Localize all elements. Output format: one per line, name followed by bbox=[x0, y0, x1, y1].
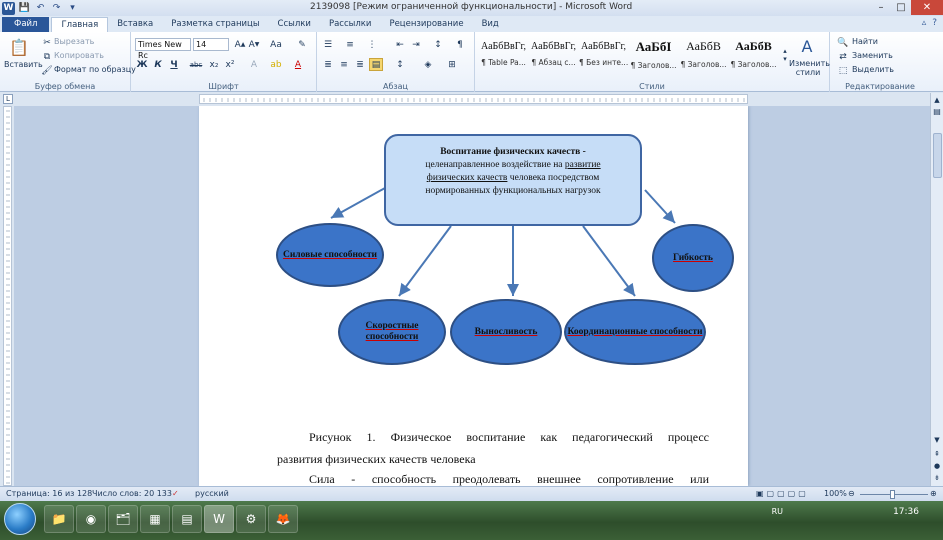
vertical-ruler-ticks bbox=[4, 107, 13, 487]
start-button-icon[interactable] bbox=[4, 503, 36, 535]
title-bar bbox=[0, 0, 943, 16]
numbering-icon[interactable]: ≡ bbox=[346, 39, 354, 50]
view-buttons-icon[interactable]: ▣▢▢▢▢ bbox=[756, 489, 809, 498]
main-concept-link2[interactable]: физических качеств bbox=[426, 173, 508, 183]
tab-insert[interactable]: Вставка bbox=[117, 19, 154, 29]
style-no-spacing[interactable] bbox=[579, 36, 628, 74]
zoom-level[interactable]: 100% bbox=[824, 489, 847, 498]
increase-indent-icon[interactable]: ⇥ bbox=[412, 39, 420, 50]
styles-group bbox=[475, 32, 830, 92]
document-page[interactable] bbox=[199, 106, 748, 486]
style-table-paragraph[interactable] bbox=[479, 36, 528, 74]
format-painter-button[interactable]: Формат по образцу bbox=[54, 65, 136, 74]
scroll-up-icon[interactable]: ▲ bbox=[934, 95, 940, 104]
style-sample: АаБбВвГг, bbox=[580, 41, 626, 52]
document-area bbox=[14, 106, 930, 486]
quick-access-toolbar bbox=[0, 0, 79, 16]
replace-icon[interactable]: ⇄ bbox=[839, 51, 847, 62]
taskbar-app2-icon[interactable]: ▤ bbox=[172, 505, 202, 533]
style-sample: АаБбI bbox=[635, 39, 672, 54]
figure-caption-line2: развития физических качеств человека bbox=[277, 452, 476, 466]
align-right-icon[interactable]: ≣ bbox=[356, 59, 364, 70]
word-count[interactable]: Число слов: 20 133 bbox=[92, 489, 172, 498]
styles-group-label: Стили bbox=[639, 82, 665, 91]
taskbar-explorer-icon[interactable]: 📁 bbox=[44, 505, 74, 533]
ruler-strip[interactable] bbox=[199, 94, 748, 104]
change-case-icon[interactable]: Aa bbox=[270, 39, 282, 50]
borders-icon[interactable]: ⊞ bbox=[448, 59, 456, 70]
arrow-to-strength bbox=[331, 188, 385, 218]
main-concept-box[interactable] bbox=[384, 134, 642, 226]
node-flexibility-label: Гибкость bbox=[673, 252, 713, 263]
window-title: 2139098 [Режим ограниченной функциональности] - Microsoft Word bbox=[310, 2, 633, 12]
windows-taskbar bbox=[0, 501, 943, 540]
select-button[interactable]: Выделить bbox=[852, 65, 894, 74]
ribbon-tabs bbox=[0, 16, 943, 32]
replace-button[interactable]: Заменить bbox=[852, 51, 893, 60]
close-button[interactable]: ✕ bbox=[911, 0, 943, 15]
ribbon-right-controls bbox=[922, 18, 937, 28]
font-group-label: Шрифт bbox=[208, 82, 239, 91]
change-styles-icon[interactable]: A bbox=[801, 36, 813, 56]
align-left-icon[interactable]: ≣ bbox=[324, 59, 332, 70]
style-heading-1[interactable] bbox=[629, 36, 678, 74]
text-effects-icon[interactable]: A bbox=[250, 59, 258, 70]
main-concept-dash: - bbox=[580, 147, 586, 157]
editing-group bbox=[830, 32, 930, 92]
undo-icon[interactable]: ↶ bbox=[36, 3, 45, 13]
shrink-font-icon[interactable]: A ▼ bbox=[248, 39, 260, 50]
tab-mailings[interactable]: Рассылки bbox=[328, 19, 372, 29]
style-sample: АаБбВвГг, bbox=[480, 41, 526, 52]
node-strength[interactable] bbox=[276, 223, 384, 287]
proofing-icon[interactable]: ✓ bbox=[172, 489, 179, 498]
taskbar-browser-icon[interactable]: ◉ bbox=[76, 505, 106, 533]
grow-font-icon[interactable]: A ▲ bbox=[234, 39, 246, 50]
system-tray bbox=[763, 501, 943, 540]
paste-button[interactable]: Вставить bbox=[4, 60, 43, 69]
body-paragraph-start: Сила - способность преодолевать внешнее сопротивление или bbox=[309, 472, 709, 486]
customize-qat-icon[interactable]: ▾ bbox=[70, 3, 75, 13]
change-styles-button[interactable]: Изменить стили bbox=[789, 59, 830, 77]
tab-file[interactable]: Файл bbox=[2, 17, 49, 32]
main-concept-line1: целенаправленное воздействие на bbox=[425, 160, 563, 170]
window-controls bbox=[871, 0, 943, 15]
font-group bbox=[131, 32, 317, 92]
main-concept-title: Воспитание физических качеств bbox=[440, 147, 581, 157]
bold-button[interactable]: Ж bbox=[136, 59, 148, 70]
font-size-field[interactable]: 14 bbox=[193, 38, 229, 51]
ruler-ticks bbox=[200, 95, 749, 105]
taskbar-app-icon[interactable]: ▦ bbox=[140, 505, 170, 533]
find-button[interactable]: Найти bbox=[852, 37, 878, 46]
clipboard-group-label: Буфер обмена bbox=[34, 82, 96, 91]
justify-icon[interactable]: ▤ bbox=[369, 58, 383, 71]
align-center-icon[interactable]: ≡ bbox=[340, 59, 348, 70]
node-coordination[interactable] bbox=[564, 299, 706, 365]
main-concept-line2: человека посредством bbox=[509, 173, 600, 183]
style-list-paragraph[interactable] bbox=[529, 36, 578, 74]
vertical-ruler bbox=[0, 106, 14, 486]
copy-icon[interactable]: ⧉ bbox=[43, 51, 51, 62]
node-coordination-label: Координационные способности bbox=[567, 326, 703, 337]
style-heading-2[interactable] bbox=[679, 36, 728, 74]
bullets-icon[interactable]: ☰ bbox=[323, 39, 333, 50]
previous-page-icon[interactable]: ⇞ bbox=[934, 449, 940, 458]
input-language[interactable]: RU bbox=[771, 507, 783, 516]
vertical-scrollbar[interactable] bbox=[930, 93, 943, 486]
tab-page-layout[interactable]: Разметка страницы bbox=[171, 19, 260, 29]
italic-button[interactable]: К bbox=[154, 59, 162, 70]
line-spacing-icon[interactable]: ↕ bbox=[396, 59, 404, 70]
next-page-icon[interactable]: ⇟ bbox=[934, 473, 940, 482]
select-icon[interactable]: ⬚ bbox=[838, 65, 848, 76]
node-strength-label: Силовые способности bbox=[282, 249, 378, 260]
show-marks-icon[interactable]: ¶ bbox=[457, 39, 463, 50]
clear-formatting-icon[interactable]: ✎ bbox=[298, 39, 306, 50]
clock[interactable]: 17:36 bbox=[893, 507, 919, 517]
style-name: ¶ Table Pa... bbox=[481, 58, 526, 67]
superscript-button[interactable]: x² bbox=[225, 59, 235, 70]
arrow-to-coordination bbox=[583, 226, 635, 296]
main-concept-link1[interactable]: развитие bbox=[564, 160, 601, 170]
style-name: ¶ Заголов... bbox=[730, 60, 777, 69]
vertical-ruler-strip[interactable] bbox=[3, 106, 12, 486]
ribbon bbox=[0, 32, 943, 92]
strikethrough-button[interactable]: abc bbox=[189, 60, 203, 69]
find-icon[interactable]: 🔍 bbox=[837, 37, 849, 48]
style-sample: АаБбВвГг, bbox=[530, 41, 576, 52]
underline-button[interactable]: Ч bbox=[170, 59, 178, 70]
format-painter-icon[interactable]: 🖌 bbox=[41, 65, 53, 76]
scrollbar-thumb[interactable] bbox=[933, 133, 942, 178]
taskbar-word-icon[interactable]: W bbox=[204, 505, 234, 533]
horizontal-ruler bbox=[0, 93, 943, 105]
paragraph-group-label: Абзац bbox=[382, 82, 408, 91]
style-sample: АаБбВ bbox=[735, 39, 772, 53]
ruler-toggle-icon[interactable]: ▤ bbox=[933, 107, 941, 116]
status-bar bbox=[0, 486, 943, 501]
taskbar-folder-icon[interactable]: 🗂 bbox=[108, 505, 138, 533]
zoom-out-icon[interactable]: ⊖ bbox=[848, 489, 855, 498]
cut-button[interactable]: Вырезать bbox=[54, 37, 95, 46]
multilevel-list-icon[interactable]: ⋮ bbox=[367, 39, 377, 50]
browse-object-icon[interactable]: ● bbox=[933, 461, 941, 470]
clipboard-group bbox=[0, 32, 136, 92]
subscript-button[interactable]: x₂ bbox=[209, 59, 219, 70]
main-concept-line3: нормированных функциональных нагрузок bbox=[425, 186, 601, 196]
highlight-icon[interactable]: ab bbox=[270, 59, 282, 70]
save-icon[interactable]: 💾 bbox=[18, 3, 31, 13]
font-name-field[interactable]: Times New Rc bbox=[135, 38, 191, 51]
copy-button[interactable]: Копировать bbox=[54, 51, 104, 60]
style-name: ¶ Абзац с... bbox=[531, 58, 576, 67]
node-endurance-label: Выносливость bbox=[474, 326, 538, 337]
node-flexibility[interactable] bbox=[652, 224, 734, 292]
zoom-in-icon[interactable]: ⊕ bbox=[930, 489, 937, 498]
minimize-ribbon-icon[interactable]: ▵ bbox=[921, 18, 927, 28]
node-speed-label: Скоростные способности bbox=[365, 321, 419, 342]
node-endurance[interactable] bbox=[450, 299, 562, 365]
style-name: ¶ Заголов... bbox=[630, 61, 677, 70]
taskbar-firefox-icon[interactable]: 🦊 bbox=[268, 505, 298, 533]
help-icon[interactable]: ? bbox=[932, 18, 937, 28]
style-name: ¶ Без инте... bbox=[579, 58, 629, 67]
taskbar-media-icon[interactable]: ⚙ bbox=[236, 505, 266, 533]
editing-group-label: Редактирование bbox=[845, 82, 915, 91]
minimize-button[interactable]: – bbox=[878, 2, 884, 13]
shading-icon[interactable]: ◈ bbox=[424, 59, 432, 70]
page-count[interactable]: Страница: 16 из 128 bbox=[6, 489, 93, 498]
font-color-icon[interactable]: A bbox=[294, 59, 302, 70]
word-logo-icon[interactable]: W bbox=[3, 3, 14, 13]
paragraph-group bbox=[317, 32, 475, 92]
figure-caption-line1: Рисунок 1. Физическое воспитание как педагогический процесс bbox=[309, 430, 709, 444]
tab-selector-icon[interactable]: L bbox=[3, 94, 13, 104]
redo-icon[interactable]: ↷ bbox=[52, 3, 61, 13]
language-indicator[interactable]: русский bbox=[195, 489, 229, 498]
tab-view[interactable]: Вид bbox=[481, 19, 499, 29]
style-sample: АаБбВ bbox=[686, 39, 721, 53]
styles-scroll-icon[interactable]: ▴ ▾ bbox=[783, 47, 787, 63]
tab-home[interactable]: Главная bbox=[51, 17, 108, 32]
style-heading-3[interactable] bbox=[729, 36, 778, 74]
sort-icon[interactable]: ↕ bbox=[434, 39, 442, 50]
decrease-indent-icon[interactable]: ⇤ bbox=[396, 39, 404, 50]
scroll-down-icon[interactable]: ▼ bbox=[934, 435, 940, 444]
maximize-button[interactable]: □ bbox=[896, 2, 906, 13]
style-name: ¶ Заголов... bbox=[680, 60, 727, 69]
tab-references[interactable]: Ссылки bbox=[277, 19, 311, 29]
zoom-slider-thumb[interactable] bbox=[890, 490, 895, 499]
paste-icon[interactable]: 📋 bbox=[9, 37, 29, 57]
arrow-to-flexibility bbox=[645, 190, 675, 223]
node-speed[interactable] bbox=[338, 299, 446, 365]
arrow-to-speed bbox=[399, 226, 451, 296]
tab-review[interactable]: Рецензирование bbox=[389, 19, 464, 29]
cut-icon[interactable]: ✂ bbox=[43, 37, 51, 48]
